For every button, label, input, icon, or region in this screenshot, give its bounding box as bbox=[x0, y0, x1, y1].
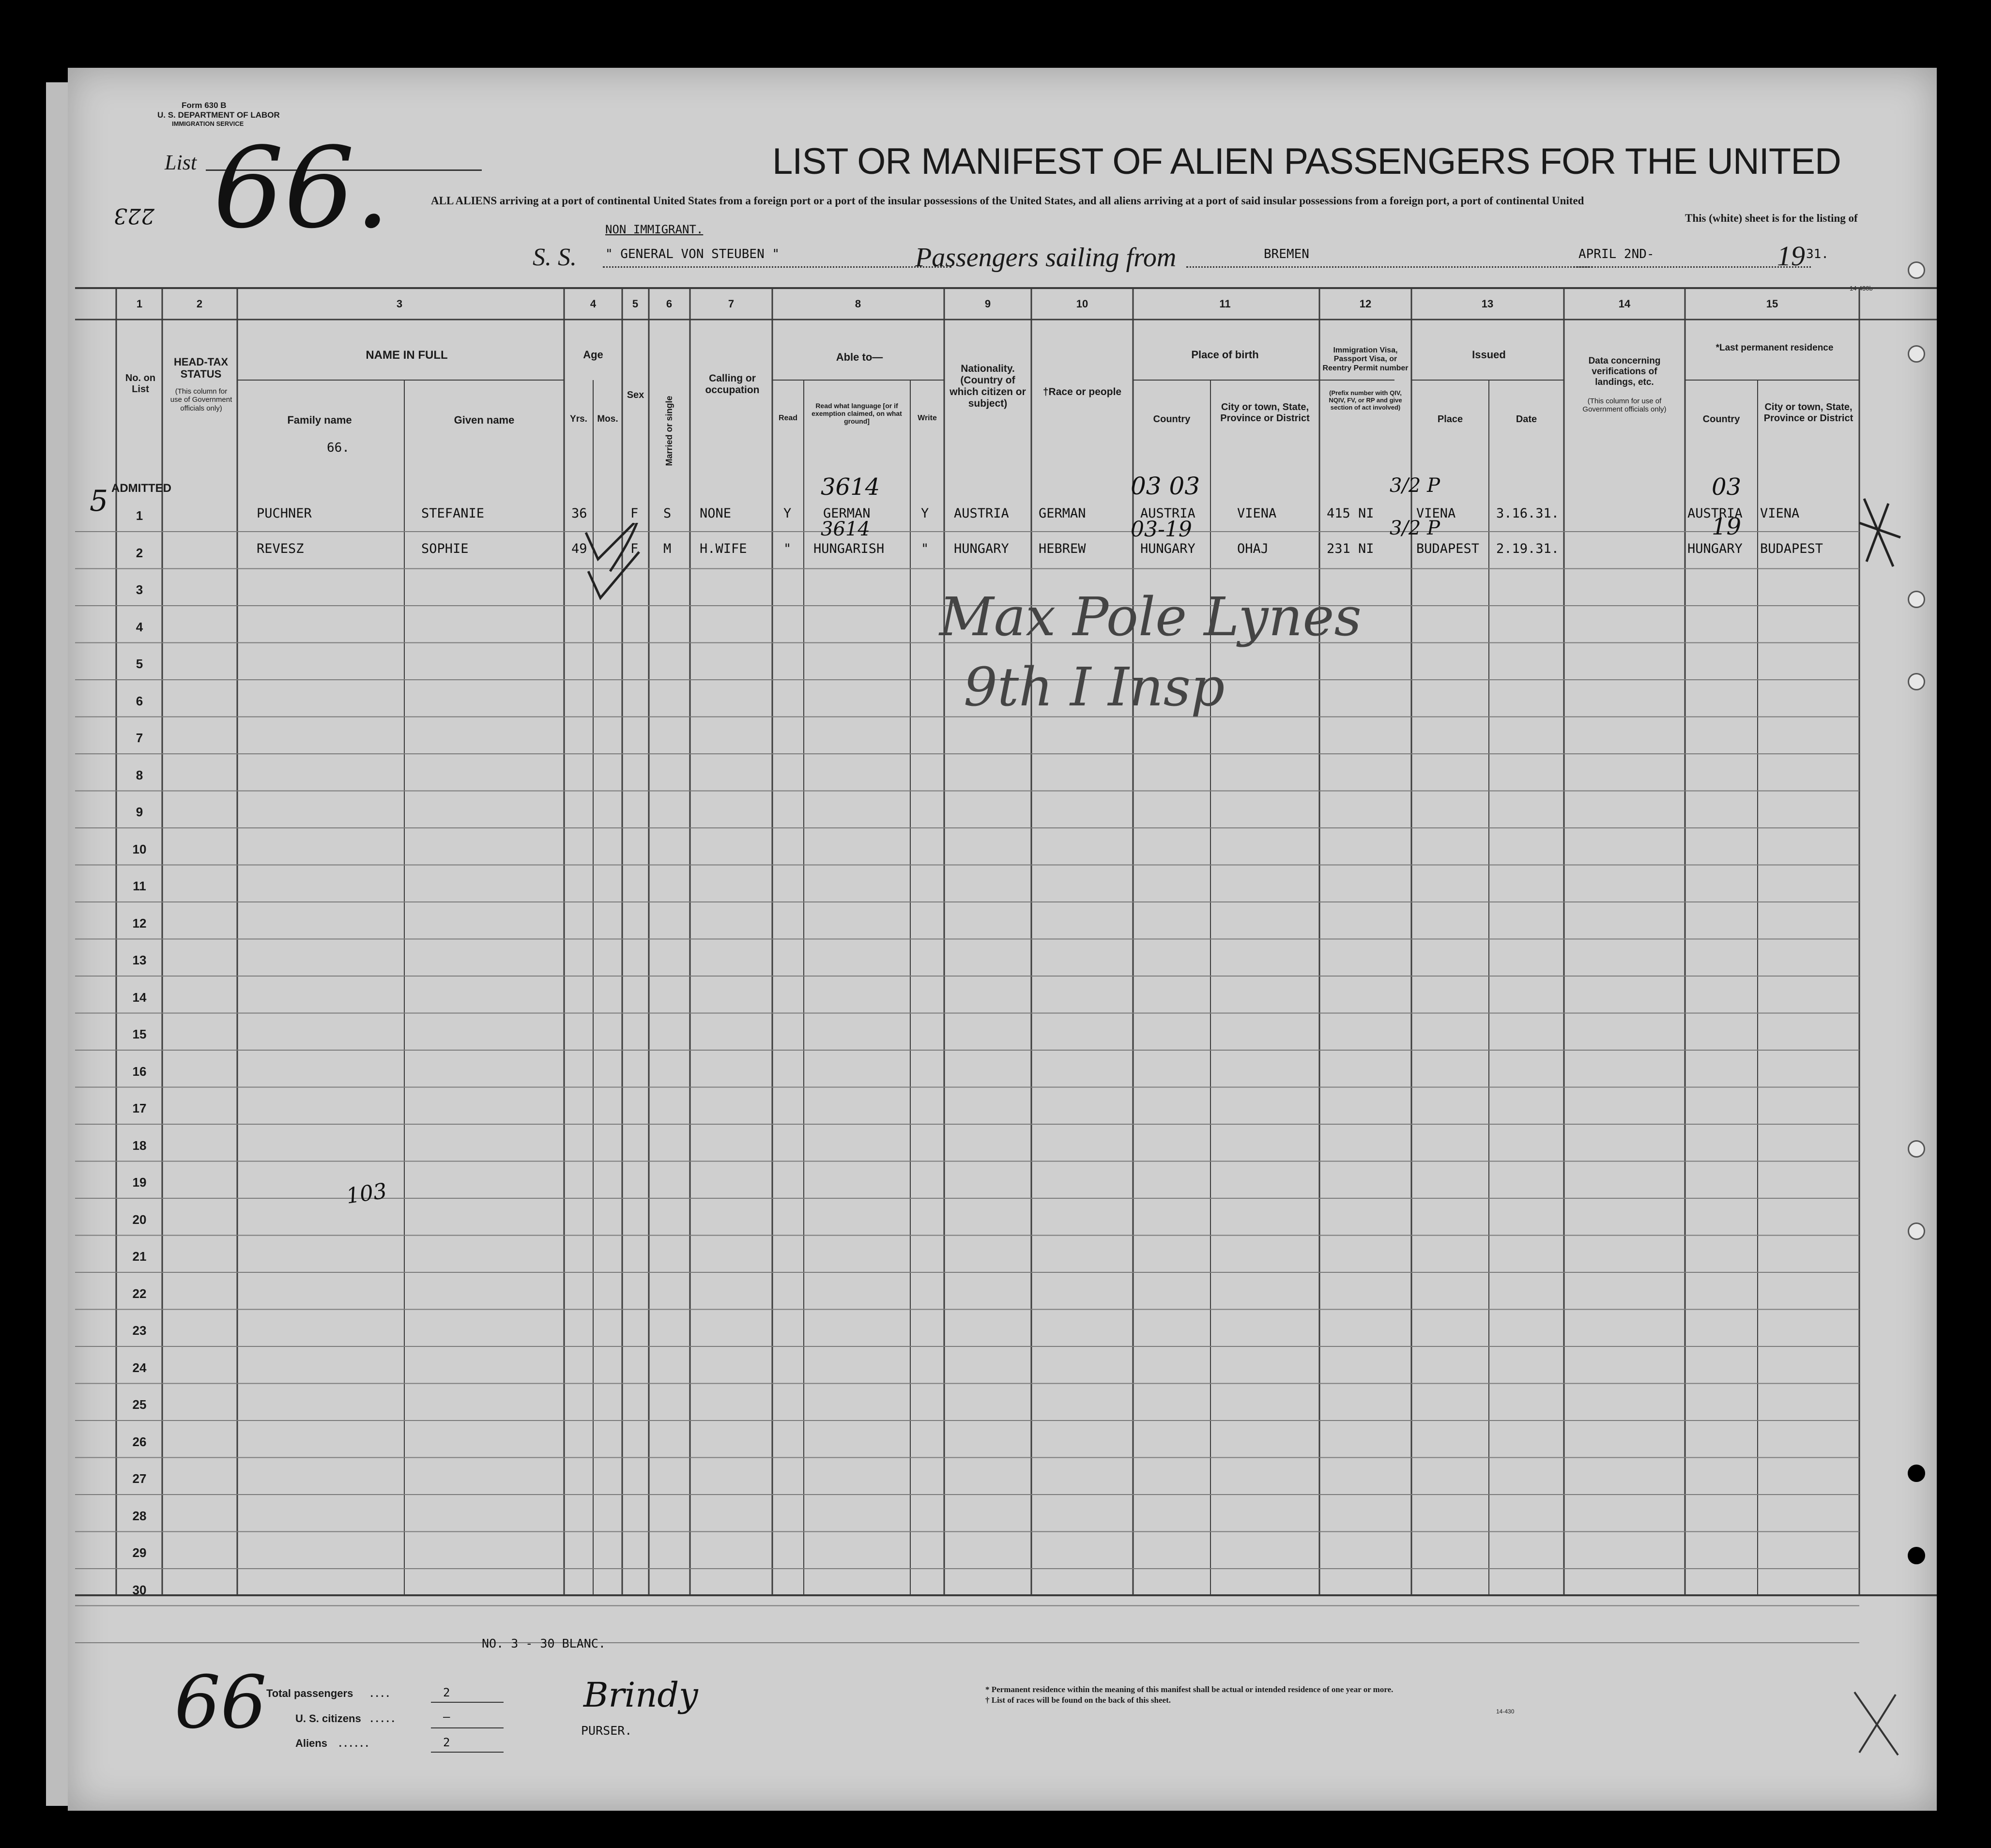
row-1-birth-city: VIENA bbox=[1237, 506, 1277, 521]
sailing-label: Passengers sailing from bbox=[915, 243, 1177, 273]
row-2-language: HUNGARISH bbox=[813, 541, 885, 556]
binder-hole bbox=[1908, 1465, 1925, 1482]
column-number: 9 bbox=[984, 298, 991, 310]
header-res-country: Country bbox=[1702, 414, 1740, 425]
binder-hole bbox=[1908, 345, 1925, 363]
header-calling: Calling or occupation bbox=[705, 373, 760, 396]
column-number: 6 bbox=[666, 298, 673, 310]
language-code-2: 3614 bbox=[821, 518, 870, 540]
header-nationality: Nationality. (Country of which citizen or subject) bbox=[950, 363, 1026, 410]
header-head-tax: HEAD-TAX STATUS bbox=[173, 356, 229, 381]
header-given-name: Given name bbox=[454, 414, 515, 426]
visa-note-2: 3/2 P bbox=[1390, 517, 1440, 539]
row-number: 23 bbox=[132, 1323, 147, 1338]
row-1-sex: F bbox=[630, 506, 639, 521]
row-1-race: GERMAN bbox=[1039, 506, 1086, 521]
row-2-res-country: HUNGARY bbox=[1687, 541, 1743, 556]
row-number: 18 bbox=[132, 1138, 147, 1153]
binding-edge bbox=[46, 82, 68, 1806]
header-place-of-birth: Place of birth bbox=[1191, 349, 1259, 361]
header-sex: Sex bbox=[627, 390, 644, 400]
row-2-issued-place: BUDAPEST bbox=[1416, 541, 1480, 556]
header-data-concerning: Data concerning verifications of landings, etc. bbox=[1588, 356, 1661, 387]
header-mos: Mos. bbox=[597, 414, 618, 424]
row-2-age: 49 bbox=[571, 541, 587, 556]
column-number: 5 bbox=[632, 298, 639, 310]
row-number: 22 bbox=[132, 1286, 147, 1301]
row-number: 26 bbox=[132, 1434, 147, 1449]
margin-mark-5: 5 bbox=[90, 484, 108, 518]
footnote-races: † List of races will be found on the back of this sheet. bbox=[985, 1695, 1171, 1705]
ss-label: S. S. bbox=[533, 244, 577, 271]
list-number: 66. bbox=[213, 124, 390, 253]
row-1-nationality: AUSTRIA bbox=[954, 506, 1009, 521]
binder-hole bbox=[1908, 591, 1925, 608]
row-number: 21 bbox=[132, 1249, 147, 1264]
form-number: Form 630 B bbox=[182, 101, 227, 110]
manifest-grid bbox=[68, 68, 1937, 1811]
birth-code-1: 03 03 bbox=[1131, 472, 1200, 500]
row-2-marital: M bbox=[663, 541, 672, 556]
header-able-to: Able to— bbox=[836, 351, 883, 363]
row-1-issued-date: 3.16.31. bbox=[1496, 506, 1560, 521]
header-read-what: Read what language [or if exemption claimed, on what ground] bbox=[812, 402, 902, 426]
row-1-birth-country: AUSTRIA bbox=[1140, 506, 1195, 521]
page-tally: 103 bbox=[344, 1178, 389, 1209]
row-number: 28 bbox=[132, 1508, 147, 1523]
row-number: 30 bbox=[132, 1582, 147, 1597]
column-number: 14 bbox=[1618, 298, 1631, 310]
row-2-write: " bbox=[921, 541, 929, 556]
row-number: 8 bbox=[136, 767, 143, 782]
row-1-read: Y bbox=[783, 506, 792, 521]
row-number: 2 bbox=[136, 545, 143, 560]
header-race: †Race or people bbox=[1042, 386, 1122, 397]
header-data-note: (This column for use of Government officials only) bbox=[1582, 397, 1667, 414]
department: U. S. DEPARTMENT OF LABOR bbox=[157, 110, 280, 120]
row-1-issued-place: VIENA bbox=[1416, 506, 1456, 521]
row-1-res-city: VIENA bbox=[1760, 506, 1800, 521]
column-number: 4 bbox=[590, 298, 597, 310]
class-stamp: NON IMMIGRANT. bbox=[605, 223, 704, 236]
language-code-1: 3614 bbox=[821, 473, 880, 501]
form-code-top: 14-430b bbox=[1850, 285, 1873, 292]
row-1-given-name: STEFANIE bbox=[421, 506, 485, 521]
departure-port: BREMEN bbox=[1264, 247, 1309, 261]
column-number: 8 bbox=[855, 298, 861, 310]
header-family-name: Family name bbox=[287, 414, 352, 426]
binder-hole bbox=[1908, 1140, 1925, 1158]
footnote-residence: * Permanent residence within the meaning of this manifest shall be actual or intended residence of one year or more. bbox=[985, 1685, 1394, 1694]
row-1-write: Y bbox=[921, 506, 929, 521]
admitted-stamp: ADMITTED bbox=[111, 482, 171, 495]
total-passengers-label: Total passengers bbox=[266, 1687, 353, 1699]
column-number: 15 bbox=[1766, 298, 1778, 310]
header-res-city: City or town, State, Province or District bbox=[1763, 402, 1853, 424]
row-2-sex: F bbox=[630, 541, 639, 556]
row-1-age: 36 bbox=[571, 506, 587, 521]
binder-hole bbox=[1908, 673, 1925, 690]
aliens-dots: . . . . . . bbox=[339, 1737, 368, 1749]
list-label: List bbox=[165, 151, 197, 174]
header-birth-city: City or town, State, Province or District bbox=[1220, 402, 1310, 424]
header-read: Read bbox=[778, 414, 798, 422]
inspector-signature-1: Max Pole Lynes bbox=[939, 586, 1362, 648]
manifest-subtitle-2: This (white) sheet is for the listing of bbox=[1685, 212, 1858, 224]
column-number: 12 bbox=[1359, 298, 1372, 310]
list-marker: 66. bbox=[327, 441, 350, 455]
row-2-nationality: HUNGARY bbox=[954, 541, 1009, 556]
row-1-marital: S bbox=[663, 506, 672, 521]
row-number: 1 bbox=[136, 508, 143, 523]
row-number: 5 bbox=[136, 657, 143, 671]
row-number: 19 bbox=[132, 1175, 147, 1190]
row-number: 25 bbox=[132, 1397, 147, 1412]
row-2-given-name: SOPHIE bbox=[421, 541, 469, 556]
bottom-page-number: 66 bbox=[174, 1661, 267, 1745]
row-1-family-name: PUCHNER bbox=[257, 506, 312, 521]
margin-number: 223 bbox=[114, 203, 154, 228]
header-age: Age bbox=[583, 349, 603, 361]
manifest-title: LIST OR MANIFEST OF ALIEN PASSENGERS FOR THE UNITED bbox=[772, 141, 1841, 182]
check-marks bbox=[581, 523, 663, 629]
header-last-residence: *Last permanent residence bbox=[1715, 343, 1834, 353]
inspector-signature-2: 9th I Insp bbox=[964, 656, 1225, 718]
ship-name: " GENERAL VON STEUBEN " bbox=[605, 247, 780, 261]
row-number: 3 bbox=[136, 582, 143, 597]
header-married: Married or single bbox=[664, 396, 674, 466]
row-number: 10 bbox=[132, 841, 147, 856]
header-write: Write bbox=[918, 414, 937, 422]
year-prefix: 19 bbox=[1777, 240, 1805, 272]
row-number: 13 bbox=[132, 953, 147, 967]
total-underline-2 bbox=[431, 1727, 504, 1728]
us-citizens-label: U. S. citizens bbox=[295, 1712, 361, 1725]
purser-signature: Brindy bbox=[583, 1675, 698, 1715]
row-number: 27 bbox=[132, 1471, 147, 1486]
header-issued-place: Place bbox=[1437, 414, 1463, 425]
purser-label: PURSER. bbox=[581, 1724, 632, 1738]
row-number: 15 bbox=[132, 1027, 147, 1041]
row-2-read: " bbox=[783, 541, 792, 556]
row-1-res-country: AUSTRIA bbox=[1687, 506, 1743, 521]
form-code-bottom: 14-430 bbox=[1496, 1708, 1515, 1715]
res-code-2: 19 bbox=[1712, 513, 1742, 540]
header-visa-note: (Prefix number with QIV, NQIV, FV, or RP and give section of act involved) bbox=[1329, 389, 1402, 411]
row-2-occupation: H.WIFE bbox=[700, 541, 747, 556]
manifest-subtitle-1: ALL ALIENS arriving at a port of continental United States from a foreign port or a port of the insular possessions of the United States, and all aliens arriving at a port of said insular possessions from a foreign port, a port of continental United bbox=[431, 195, 1584, 207]
row-number: 14 bbox=[132, 990, 147, 1005]
column-number: 11 bbox=[1219, 298, 1231, 310]
binder-hole bbox=[1908, 261, 1925, 279]
row-2-race: HEBREW bbox=[1039, 541, 1086, 556]
total-passengers-dots: . . . . bbox=[370, 1687, 389, 1699]
row-number: 17 bbox=[132, 1101, 147, 1115]
res-code-1: 03 bbox=[1712, 473, 1742, 501]
total-underline-1 bbox=[431, 1702, 504, 1703]
column-number: 3 bbox=[396, 298, 403, 310]
row-number: 29 bbox=[132, 1545, 147, 1560]
row-1-occupation: NONE bbox=[700, 506, 732, 521]
header-head-tax-note: (This column for use of Government officials only) bbox=[170, 387, 232, 412]
total-underline-3 bbox=[431, 1752, 504, 1753]
us-citizens-dots: . . . . . bbox=[370, 1712, 395, 1725]
total-passengers-value: 2 bbox=[443, 1686, 450, 1699]
visa-note-1: 3/2 P bbox=[1390, 474, 1440, 497]
header-birth-country: Country bbox=[1153, 414, 1191, 425]
row-2-issued-date: 2.19.31. bbox=[1496, 541, 1560, 556]
row-2-birth-city: OHAJ bbox=[1237, 541, 1269, 556]
header-issued-date: Date bbox=[1516, 414, 1537, 425]
sailing-date: APRIL 2ND- bbox=[1578, 247, 1654, 261]
bottom-x-mark bbox=[1850, 1687, 1908, 1760]
row-number: 12 bbox=[132, 916, 147, 931]
row-2-res-city: BUDAPEST bbox=[1760, 541, 1823, 556]
aliens-value: 2 bbox=[443, 1736, 450, 1749]
row-2-visa: 231 NI bbox=[1327, 541, 1374, 556]
row-number: 11 bbox=[133, 879, 146, 893]
row-number: 16 bbox=[132, 1064, 147, 1079]
us-citizens-value: – bbox=[443, 1710, 450, 1724]
row-number: 9 bbox=[136, 805, 143, 819]
service: IMMIGRATION SERVICE bbox=[172, 120, 244, 127]
blank-rows-note: NO. 3 - 30 BLANC. bbox=[482, 1636, 606, 1650]
manifest-sheet bbox=[68, 68, 1937, 1811]
column-number: 13 bbox=[1481, 298, 1494, 310]
row-number: 7 bbox=[136, 731, 143, 745]
column-number: 2 bbox=[196, 298, 203, 310]
row-2-family-name: REVESZ bbox=[257, 541, 304, 556]
header-name-in-full: NAME IN FULL bbox=[366, 349, 448, 362]
row-number: 24 bbox=[132, 1360, 147, 1375]
cross-marks bbox=[1854, 494, 1908, 571]
birth-code-2: 03-19 bbox=[1131, 517, 1192, 542]
row-number: 20 bbox=[132, 1212, 147, 1227]
column-number: 7 bbox=[728, 298, 735, 310]
binder-hole bbox=[1908, 1547, 1925, 1564]
header-no-on-list: No. on List bbox=[125, 373, 156, 395]
binder-hole bbox=[1908, 1222, 1925, 1240]
row-1-visa: 415 NI bbox=[1327, 506, 1374, 521]
header-visa: Immigration Visa, Passport Visa, or Reentry Permit number bbox=[1322, 346, 1409, 372]
row-number: 4 bbox=[136, 619, 143, 634]
column-number: 1 bbox=[136, 298, 143, 310]
header-yrs: Yrs. bbox=[570, 414, 587, 424]
header-issued: Issued bbox=[1472, 349, 1506, 361]
row-2-birth-country: HUNGARY bbox=[1140, 541, 1195, 556]
year-suffix: 31. bbox=[1806, 247, 1829, 261]
row-1-language: GERMAN bbox=[823, 506, 871, 521]
aliens-label: Aliens bbox=[295, 1737, 328, 1749]
column-number: 10 bbox=[1076, 298, 1088, 310]
row-number: 6 bbox=[136, 693, 143, 708]
